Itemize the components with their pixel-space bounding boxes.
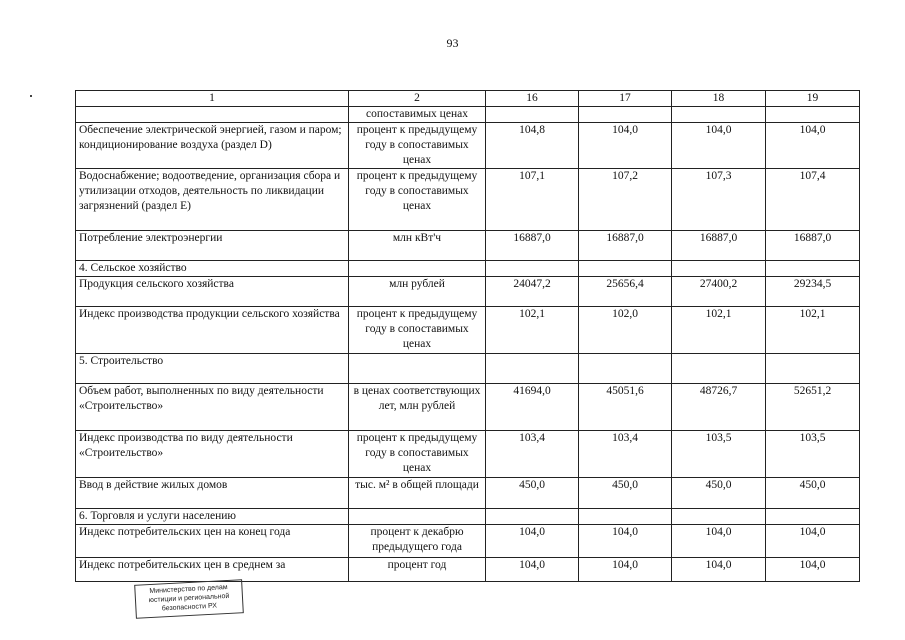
value-cell: 104,0 [486, 525, 579, 558]
header-cell: 17 [579, 91, 672, 107]
value-cell [579, 107, 672, 123]
value-cell [672, 107, 766, 123]
unit-cell [349, 354, 486, 384]
header-cell: 2 [349, 91, 486, 107]
page-number: 93 [446, 36, 459, 50]
forecast-table [75, 90, 860, 582]
table-row [76, 169, 860, 231]
section-row [76, 354, 860, 384]
value-cell [579, 509, 672, 525]
value-cell: 41694,0 [486, 384, 579, 431]
unit-cell: процент год [349, 558, 486, 582]
value-cell: 450,0 [766, 478, 860, 509]
table-row [76, 558, 860, 582]
header-cell: 18 [672, 91, 766, 107]
value-cell: 16887,0 [579, 231, 672, 261]
table-row [76, 525, 860, 558]
value-cell [579, 354, 672, 384]
indicator-label: Потребление электроэнергии [76, 231, 349, 261]
indicator-label: Индекс производства по виду деятельности «Строительство» [76, 431, 349, 478]
value-cell [766, 107, 860, 123]
indicator-label: Объем работ, выполненных по виду деятельности «Строительство» [76, 384, 349, 431]
unit-cell: тыс. м² в общей площади [349, 478, 486, 509]
value-cell: 16887,0 [672, 231, 766, 261]
value-cell: 450,0 [579, 478, 672, 509]
stamp-line: безопасности РХ [161, 602, 218, 613]
unit-cell: процент к декабрю предыдущего года [349, 525, 486, 558]
section-title: 5. Строительство [76, 354, 349, 384]
value-cell: 45051,6 [579, 384, 672, 431]
value-cell [766, 509, 860, 525]
value-cell [486, 261, 579, 277]
stamp-line: Министерство по делам [149, 583, 228, 596]
value-cell: 104,0 [672, 525, 766, 558]
table-row-continuation [76, 107, 860, 123]
section-title: 4. Сельское хозяйство [76, 261, 349, 277]
value-cell [766, 354, 860, 384]
value-cell: 48726,7 [672, 384, 766, 431]
table-row [76, 478, 860, 509]
header-cell: 1 [76, 91, 349, 107]
table-row [76, 307, 860, 354]
value-cell: 102,1 [486, 307, 579, 354]
value-cell: 52651,2 [766, 384, 860, 431]
value-cell [486, 107, 579, 123]
value-cell: 102,1 [766, 307, 860, 354]
table-row [76, 431, 860, 478]
value-cell: 102,0 [579, 307, 672, 354]
value-cell: 104,0 [766, 123, 860, 169]
value-cell: 104,0 [672, 123, 766, 169]
value-cell [766, 261, 860, 277]
table-row [76, 123, 860, 169]
table-row [76, 231, 860, 261]
value-cell: 16887,0 [766, 231, 860, 261]
value-cell: 103,5 [672, 431, 766, 478]
indicator-label: Водоснабжение; водоотведение, организация сбора и утилизации отходов, деятельность по ликвидации загрязнений (раздел Е) [76, 169, 349, 231]
indicator-label: Обеспечение электрической энергией, газом и паром; кондиционирование воздуха (раздел D) [76, 123, 349, 169]
indicator-label: Индекс потребительских цен в среднем за [76, 558, 349, 582]
ministry-stamp [134, 579, 244, 619]
table-row [76, 384, 860, 431]
unit-cell: процент к предыдущему году в сопоставимых ценах [349, 169, 486, 231]
header-cell: 16 [486, 91, 579, 107]
value-cell: 104,0 [579, 525, 672, 558]
unit-cell: млн кВт'ч [349, 231, 486, 261]
margin-mark [30, 95, 32, 97]
unit-cell: сопоставимых ценах [349, 107, 486, 123]
value-cell: 103,4 [486, 431, 579, 478]
unit-cell: в ценах соответствующих лет, млн рублей [349, 384, 486, 431]
value-cell: 27400,2 [672, 277, 766, 307]
value-cell: 104,0 [579, 123, 672, 169]
indicator-label: Индекс потребительских цен на конец года [76, 525, 349, 558]
indicator-label: Индекс производства продукции сельского хозяйства [76, 307, 349, 354]
value-cell: 104,0 [486, 558, 579, 582]
table-header-row [76, 91, 860, 107]
value-cell: 16887,0 [486, 231, 579, 261]
value-cell: 107,2 [579, 169, 672, 231]
unit-cell [349, 509, 486, 525]
value-cell: 24047,2 [486, 277, 579, 307]
section-row [76, 261, 860, 277]
unit-cell: млн рублей [349, 277, 486, 307]
value-cell [486, 354, 579, 384]
header-cell: 19 [766, 91, 860, 107]
value-cell: 450,0 [486, 478, 579, 509]
value-cell: 103,5 [766, 431, 860, 478]
value-cell [672, 261, 766, 277]
unit-cell: процент к предыдущему году в сопоставимых ценах [349, 123, 486, 169]
value-cell: 104,0 [579, 558, 672, 582]
indicator-label: Продукция сельского хозяйства [76, 277, 349, 307]
value-cell: 25656,4 [579, 277, 672, 307]
value-cell [672, 509, 766, 525]
value-cell: 450,0 [672, 478, 766, 509]
value-cell: 104,0 [766, 525, 860, 558]
value-cell: 102,1 [672, 307, 766, 354]
indicator-label: Ввод в действие жилых домов [76, 478, 349, 509]
value-cell: 104,0 [766, 558, 860, 582]
value-cell [672, 354, 766, 384]
value-cell [579, 261, 672, 277]
unit-cell: процент к предыдущему году в сопоставимых ценах [349, 431, 486, 478]
value-cell: 104,0 [672, 558, 766, 582]
table-row [76, 277, 860, 307]
section-title: 6. Торговля и услуги населению [76, 509, 349, 525]
value-cell: 29234,5 [766, 277, 860, 307]
unit-cell [349, 261, 486, 277]
value-cell: 103,4 [579, 431, 672, 478]
value-cell: 104,8 [486, 123, 579, 169]
value-cell: 107,3 [672, 169, 766, 231]
value-cell: 107,4 [766, 169, 860, 231]
section-row [76, 509, 860, 525]
value-cell: 107,1 [486, 169, 579, 231]
label-cell [76, 107, 349, 123]
unit-cell: процент к предыдущему году в сопоставимых ценах [349, 307, 486, 354]
value-cell [486, 509, 579, 525]
stamp-line: юстиции и региональной [148, 592, 230, 605]
